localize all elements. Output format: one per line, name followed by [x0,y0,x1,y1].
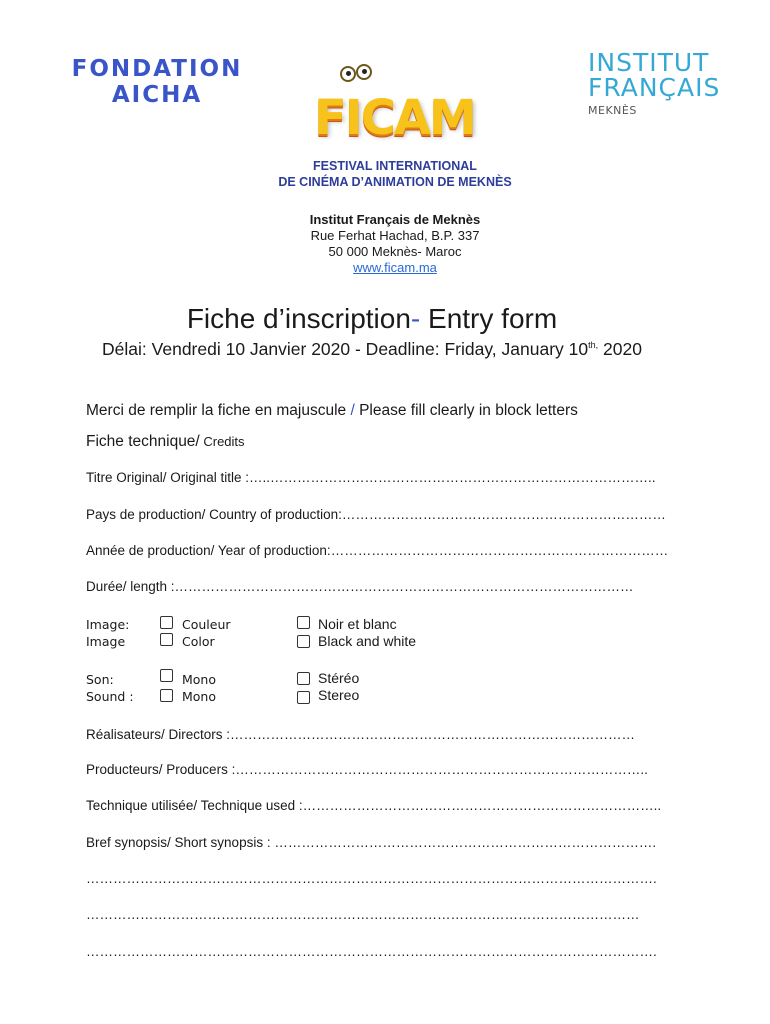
website-link[interactable]: www.ficam.ma [353,260,437,275]
couleur-checkbox[interactable] [160,616,173,629]
synopsis-field[interactable]: Bref synopsis/ Short synopsis : …………………………………………………………………………. [86,835,657,850]
deadline-sup: th, [588,340,599,351]
title-fr: Fiche d’inscription [186,303,411,334]
fondation-line2: AICHA [111,82,203,108]
technique-field[interactable]: Technique utilisée/ Technique used :…………………………………………………………………….. [86,798,662,813]
title-en: Entry form [420,303,558,334]
color-checkbox[interactable] [160,633,173,646]
stereo-fr-label: Stéréo [318,670,360,686]
address-block [235,212,555,276]
black-white-label: Black and white [318,633,417,649]
instr-en: Please fill clearly in block letters [354,402,578,419]
address-name: Institut Français de Meknès [309,212,481,227]
mono-fr-checkbox[interactable] [160,669,173,682]
left-eye-icon [340,66,356,82]
credits-small: Credits [199,434,245,449]
deadline [0,339,744,360]
couleur-label: Couleur [182,617,231,632]
original-title-field[interactable]: Titre Original/ Original title :…..………………………………………………………………………….. [86,470,656,485]
black-white-checkbox[interactable] [297,635,310,648]
ficam-logo-text: FICAM [314,90,475,146]
address-city: 50 000 Meknès- Maroc [328,244,462,259]
synopsis-line-2[interactable]: …………………………………………………………………………………………………………… [86,907,640,922]
directors-field[interactable]: Réalisateurs/ Directors :……………………………………………………………………………… [86,727,636,742]
ficam-logo [300,60,490,156]
festival-line2: DE CINÉMA D’ANIMATION DE MEKNÈS [278,175,512,189]
son-label-en: Sound : [86,689,134,704]
deadline-year: 2020 [598,339,642,359]
mono-en-label: Mono [182,689,217,704]
image-label-fr: Image: [86,617,130,632]
noir-blanc-label: Noir et blanc [318,616,397,632]
color-label: Color [182,634,215,649]
instructions [86,402,578,420]
mono-fr-label: Mono [182,672,217,687]
son-label-fr: Son: [86,672,114,687]
stereo-en-label: Stereo [318,687,360,703]
year-field[interactable]: Année de production/ Year of production:………………………………………………………………… [86,543,669,558]
producers-field[interactable]: Producteurs/ Producers :……………………………………………………………………………….. [86,762,648,777]
stereo-en-checkbox[interactable] [297,691,310,704]
form-title [0,303,744,335]
credits-heading [86,433,245,451]
festival-name [270,158,520,190]
mono-en-checkbox[interactable] [160,689,173,702]
fondation-aicha-logo [66,56,248,108]
institut-line3: MEKNÈS [588,104,637,117]
institut-francais-logo [588,50,720,117]
noir-blanc-checkbox[interactable] [297,616,310,629]
fondation-line1: FONDATION [71,56,243,82]
institut-line1: INSTITUT [588,48,710,77]
synopsis-line-1[interactable]: ………………………………………………………………………………………………………………. [86,871,657,886]
instr-fr: Merci de remplir la fiche en majuscule [86,402,351,419]
title-separator: - [410,303,421,334]
address-street: Rue Ferhat Hachad, B.P. 337 [310,228,480,243]
instr-separator: / [350,402,355,419]
institut-line2: FRANÇAIS [588,73,721,102]
duration-field[interactable]: Durée/ length :………………………………………………………………………………………… [86,579,634,594]
festival-line1: FESTIVAL INTERNATIONAL [313,159,477,173]
right-eye-icon [356,64,372,80]
image-label-en: Image [86,634,126,649]
deadline-main: Délai: Vendredi 10 Janvier 2020 - Deadline: Friday, January 10 [102,339,589,359]
synopsis-line-3[interactable]: ………………………………………………………………………………………………………………. [86,944,657,959]
country-field[interactable]: Pays de production/ Country of production:……………………………………………………………… [86,507,666,522]
stereo-fr-checkbox[interactable] [297,672,310,685]
credits-main: Fiche technique/ [86,433,200,450]
